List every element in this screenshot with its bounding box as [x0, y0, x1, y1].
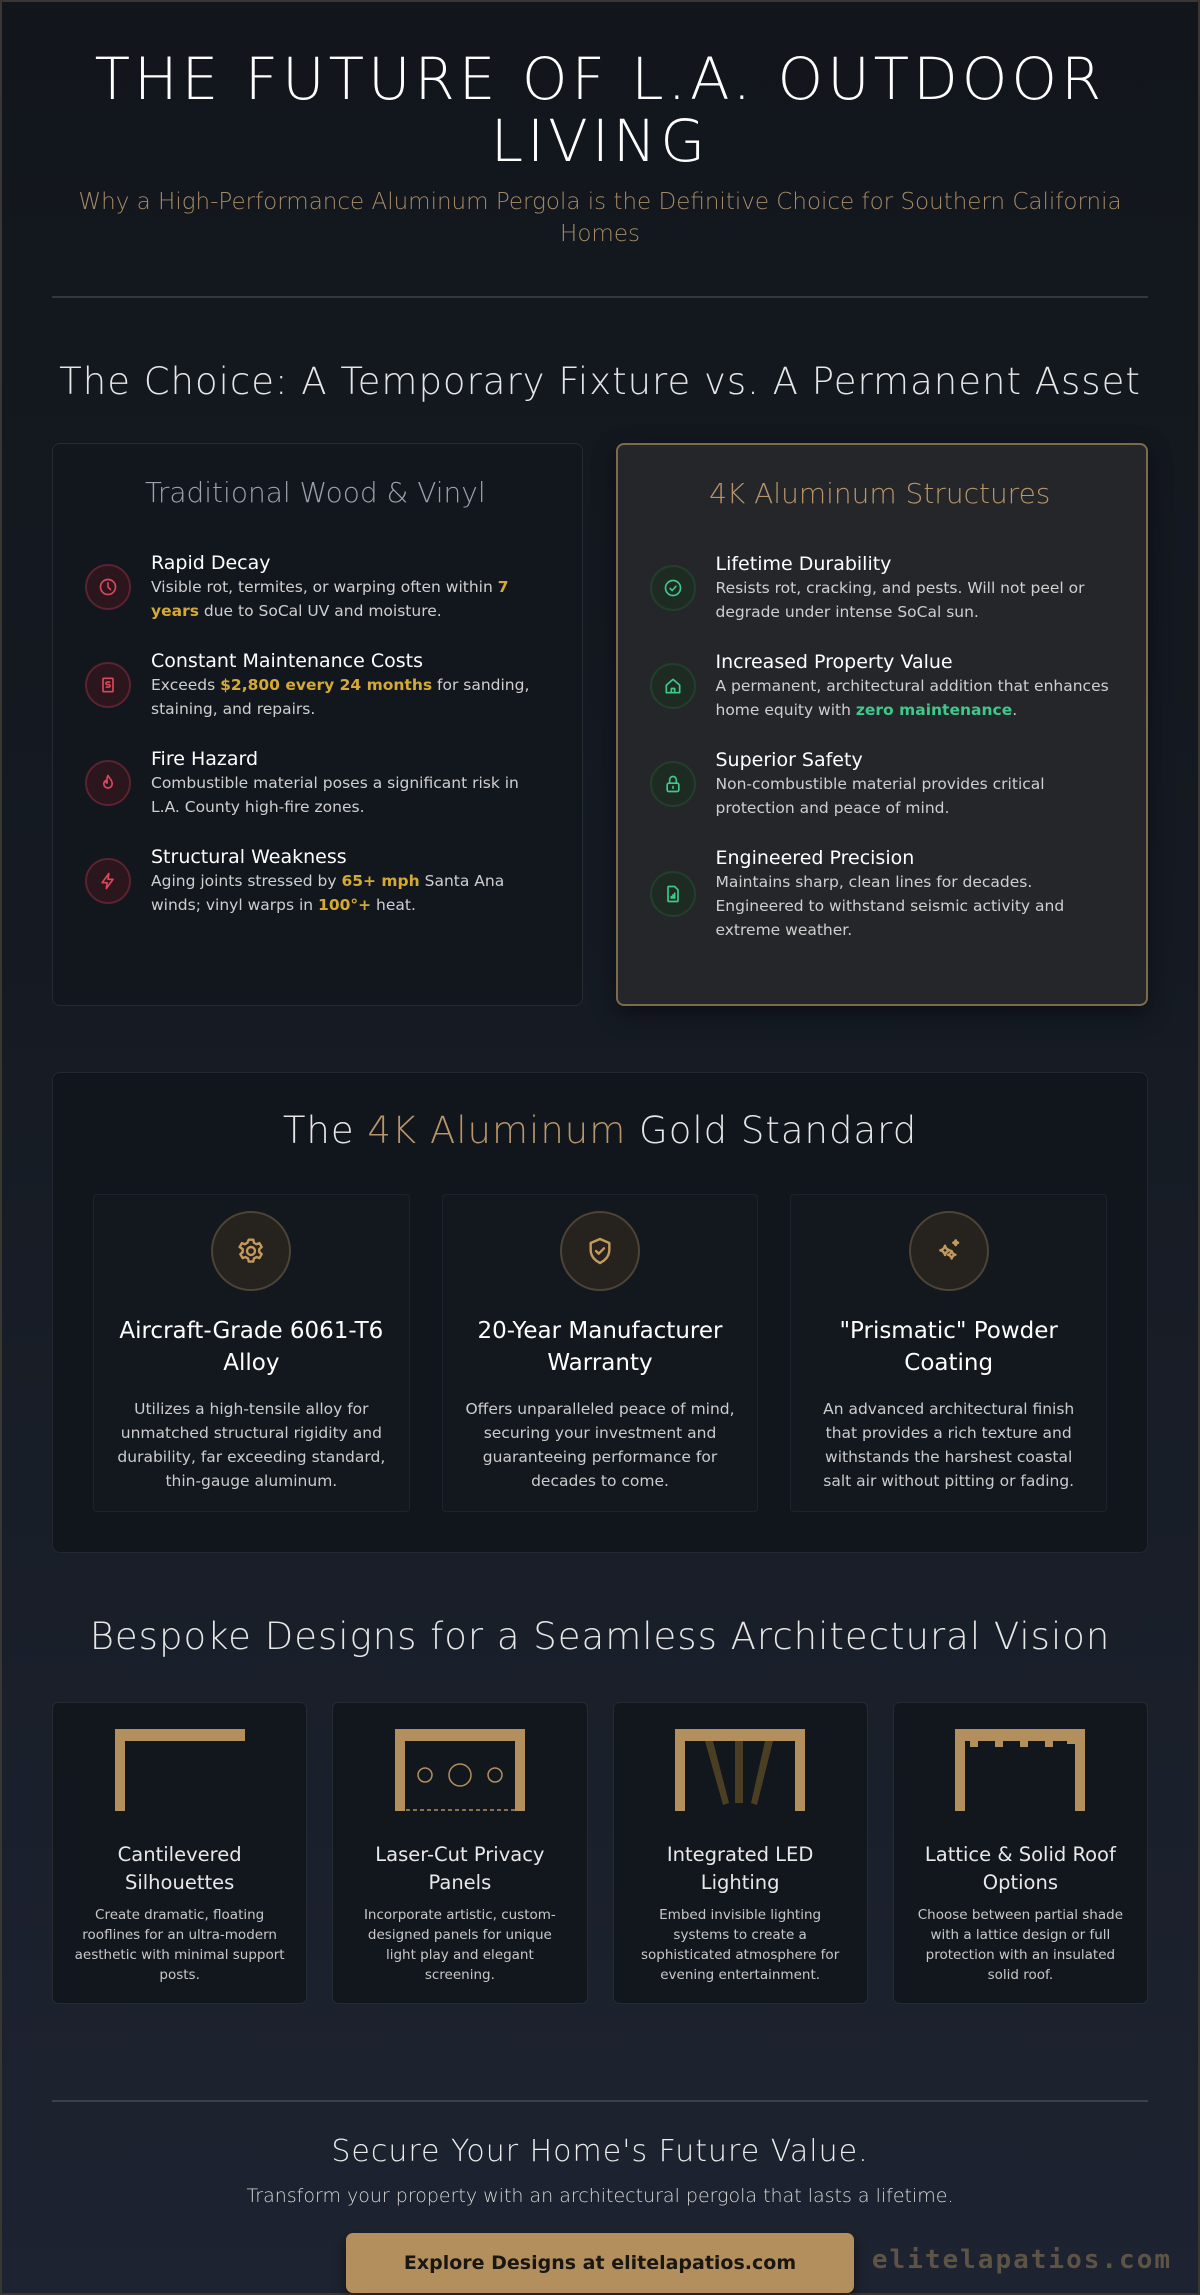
lock-icon [650, 761, 696, 807]
item-description: Visible rot, termites, or warping often within 7 years due to SoCal UV and moisture. [151, 578, 509, 620]
feature-description: Utilizes a high-tensile alloy for unmatched structural rigidity and durability, far exceeding standard, thin-gauge aluminum. [117, 1400, 386, 1490]
design-title: Laser-Cut Privacy Panels [375, 1843, 545, 1894]
file-chart-icon [650, 871, 696, 917]
sparkles-icon [909, 1211, 989, 1291]
led-lighting-icon [675, 1729, 805, 1813]
privacy-panel-icon [395, 1729, 525, 1813]
feature-grid [93, 1194, 1107, 1512]
cta-heading: Secure Your Home's Future Value. [331, 2134, 869, 2169]
feature-title: Aircraft-Grade 6061-T6 Alloy [119, 1318, 384, 1376]
flame-icon [85, 760, 131, 806]
item-title: Lifetime Durability [715, 553, 892, 575]
item-title: Superior Safety [715, 749, 863, 771]
feature-description: An advanced architectural finish that provides a rich texture and withstands the harshest coastal salt air without pitting or fading. [823, 1400, 1075, 1490]
design-card-cantilever [52, 1702, 307, 2004]
infographic-page [2, 2, 1198, 2293]
aluminum-card [616, 443, 1149, 1006]
item-description: Maintains sharp, clean lines for decades. Engineered to withstand seismic activity and extreme weather. [715, 873, 1065, 939]
design-description: Incorporate artistic, custom-designed panels for unique light play and elegant screening. [363, 1907, 556, 1983]
item-title: Constant Maintenance Costs [151, 650, 423, 672]
cta-divider [52, 2100, 1148, 2102]
cantilever-icon [115, 1729, 245, 1813]
check-circle-icon [650, 565, 696, 611]
design-card-led-lighting [613, 1702, 868, 2004]
design-title: Cantilevered Silhouettes [117, 1843, 242, 1894]
feature-title: "Prismatic" Powder Coating [839, 1318, 1058, 1376]
item-title: Engineered Precision [715, 847, 915, 869]
con-item-fire-hazard [85, 747, 546, 819]
bespoke-heading: Bespoke Designs for a Seamless Architectural Vision [89, 1615, 1111, 1658]
design-description: Choose between partial shade with a lattice design or full protection with an insulated solid roof. [917, 1907, 1124, 1983]
receipt-dollar-icon [85, 662, 131, 708]
item-description: Aging joints stressed by 65+ mph Santa Ana winds; vinyl warps in 100°+ heat. [151, 872, 505, 914]
explore-designs-button[interactable]: Explore Designs at elitelapatios.com [346, 2233, 854, 2293]
hero-header [52, 2, 1148, 250]
comparison-heading: The Choice: A Temporary Fixture vs. A Permanent Asset [59, 360, 1141, 403]
con-item-maintenance-costs [85, 649, 546, 721]
gold-standard-heading: The 4K Aluminum Gold Standard [282, 1109, 918, 1152]
item-description: Exceeds $2,800 every 24 months for sanding, staining, and repairs. [151, 676, 530, 718]
wood-card-title: Traditional Wood & Vinyl [144, 476, 486, 509]
pro-item-lifetime-durability [650, 552, 1111, 624]
feature-card-alloy [93, 1194, 410, 1512]
item-description: A permanent, architectural addition that enhances home equity with zero maintenance. [715, 677, 1109, 719]
page-subtitle: Why a High-Performance Aluminum Pergola is the Definitive Choice for Southern California Homes [78, 189, 1122, 247]
item-description: Resists rot, cracking, and pests. Will not peel or degrade under intense SoCal sun. [715, 579, 1085, 621]
gear-icon [211, 1211, 291, 1291]
lightning-icon [85, 858, 131, 904]
item-title: Structural Weakness [151, 846, 347, 868]
comparison-section [52, 443, 1148, 1006]
design-card-lattice-roof [893, 1702, 1148, 2004]
con-item-structural-weakness [85, 845, 546, 917]
item-title: Increased Property Value [715, 651, 953, 673]
design-description: Create dramatic, floating rooflines for an ultra-modern aesthetic with minimal support posts. [74, 1907, 285, 1983]
item-title: Fire Hazard [151, 748, 259, 770]
design-title: Integrated LED Lighting [666, 1843, 814, 1894]
page-title: THE FUTURE OF L.A. OUTDOOR LIVING [94, 45, 1106, 175]
feature-description: Offers unparalleled peace of mind, securing your investment and guaranteeing performance for decades to come. [465, 1400, 735, 1490]
pro-item-superior-safety [650, 748, 1111, 820]
home-icon [650, 663, 696, 709]
design-card-privacy-panels [332, 1702, 587, 2004]
design-grid [52, 1702, 1148, 2004]
design-title: Lattice & Solid Roof Options [924, 1843, 1116, 1894]
pro-item-engineered-precision [650, 846, 1111, 942]
clock-icon [85, 564, 131, 610]
pro-item-property-value [650, 650, 1111, 722]
feature-title: 20-Year Manufacturer Warranty [477, 1318, 723, 1376]
shield-check-icon [560, 1211, 640, 1291]
lattice-roof-icon [955, 1729, 1085, 1813]
item-description: Combustible material poses a significant risk in L.A. County high-fire zones. [151, 774, 519, 816]
feature-card-warranty [442, 1194, 759, 1512]
cta-subtitle: Transform your property with an architectural pergola that lasts a lifetime. [246, 2185, 954, 2207]
item-title: Rapid Decay [151, 552, 271, 574]
watermark-logo: elitelapatios.com [871, 2245, 1172, 2275]
item-description: Non-combustible material provides critical protection and peace of mind. [715, 775, 1045, 817]
header-divider [52, 296, 1148, 298]
feature-card-powder-coating [790, 1194, 1107, 1512]
con-item-rapid-decay [85, 551, 546, 623]
aluminum-card-title: 4K Aluminum Structures [709, 477, 1051, 510]
wood-vinyl-card [52, 443, 583, 1006]
gold-standard-section [52, 1072, 1148, 1553]
design-description: Embed invisible lighting systems to create a sophisticated atmosphere for evening entertainment. [640, 1907, 840, 1983]
